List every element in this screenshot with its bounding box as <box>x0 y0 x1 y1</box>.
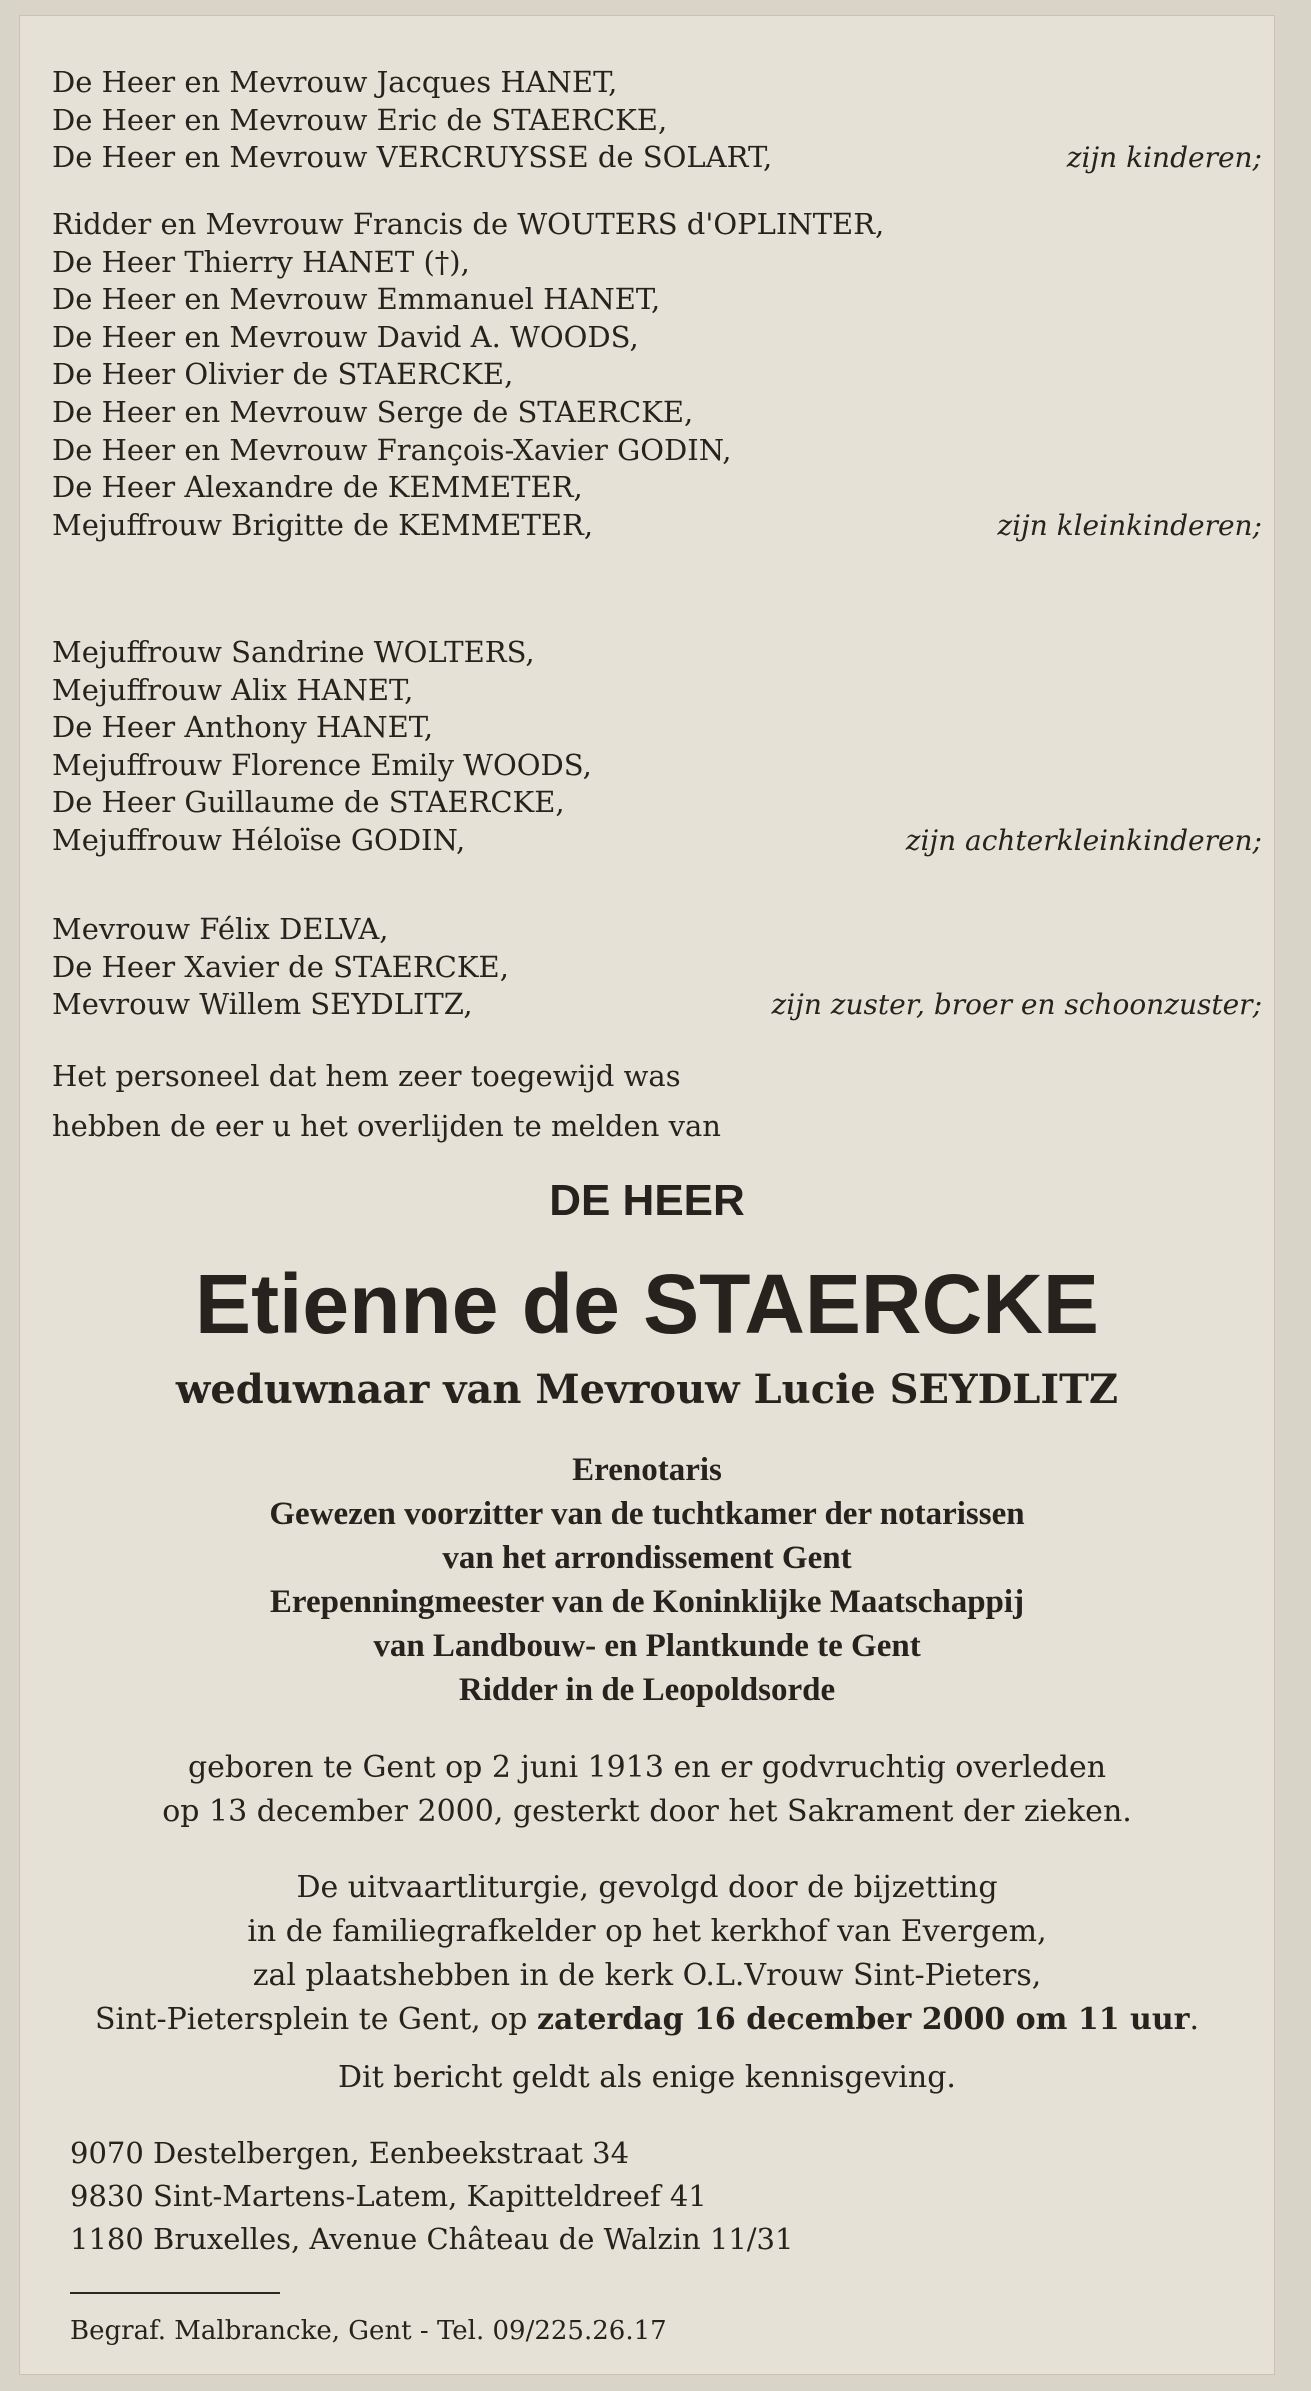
deceased-name: Etienne de STAERCKE <box>195 1257 1099 1351</box>
name-line: De Heer en Mevrouw David A. WOODS, <box>52 319 639 354</box>
name-line: Mevrouw Willem SEYDLITZ, zijn zuster, broer en schoonzuster; <box>52 986 1262 1024</box>
name-line: Mejuffrouw Alix HANET, <box>52 672 414 707</box>
honor-line: Ridder in de Leopoldsorde <box>458 1672 836 1708</box>
birth-death-block <box>20 1746 1274 1834</box>
name-line: Mejuffrouw Sandrine WOLTERS, <box>52 635 535 669</box>
name-line: Mejuffrouw Brigitte de KEMMETER, zijn kleinkinderen; <box>52 507 1262 545</box>
name-line: De Heer Xavier de STAERCKE, <box>52 949 509 984</box>
funeral-line: zal plaatshebben in de kerk O.L.Vrouw Sint-Pieters, <box>252 1958 1042 1993</box>
footer-credit: Begraf. Malbrancke, Gent - Tel. 09/225.26.17 <box>70 2316 667 2346</box>
role-label: zijn kleinkinderen; <box>997 508 1262 542</box>
name-line: De Heer en Mevrouw Serge de STAERCKE, <box>52 394 694 429</box>
address-line: 1180 Bruxelles, Avenue Château de Walzin 11/31 <box>70 2222 794 2256</box>
siblings-group <box>52 911 1262 1024</box>
funeral-date: zaterdag 16 december 2000 om 11 uur <box>537 2002 1190 2037</box>
name-line: De Heer en Mevrouw François-Xavier GODIN, <box>52 432 732 467</box>
birth-death-line: op 13 december 2000, gesterkt door het Sakrament der zieken. <box>162 1794 1132 1829</box>
name-line: De Heer en Mevrouw Jacques HANET, <box>52 65 618 99</box>
footer-rule <box>70 2292 280 2294</box>
birth-death-line: geboren te Gent op 2 juni 1913 en er godvruchtig overleden <box>187 1750 1107 1785</box>
honor-line: Gewezen voorzitter van de tuchtkamer der notarissen <box>269 1496 1025 1532</box>
name-line: Mevrouw Félix DELVA, <box>52 912 389 946</box>
name-line: De Heer Guillaume de STAERCKE, <box>52 785 565 820</box>
name-line: De Heer Alexandre de KEMMETER, <box>52 470 583 505</box>
role-label: zijn zuster, broer en schoonzuster; <box>771 988 1262 1022</box>
honor-line: Erepenningmeester van de Koninklijke Maatschappij <box>269 1584 1025 1620</box>
salutation: DE HEER <box>549 1176 745 1225</box>
funeral-line: De uitvaartliturgie, gevolgd door de bijzetting <box>296 1870 998 1905</box>
notice-line: Dit bericht geldt als enige kennisgeving. <box>338 2060 956 2095</box>
obituary-clipping <box>20 16 1274 2374</box>
grandchildren-group <box>52 206 1262 544</box>
address-line: 9070 Destelbergen, Eenbeekstraat 34 <box>70 2136 630 2170</box>
great-grandchildren-group <box>52 634 1262 860</box>
honors-block <box>20 1448 1274 1712</box>
staff-line: hebben de eer u het overlijden te melden van <box>52 1109 721 1143</box>
honor-line: van het arrondissement Gent <box>442 1540 852 1576</box>
funeral-line: in de familiegrafkelder op het kerkhof van Evergem, <box>247 1914 1047 1949</box>
honor-line: van Landbouw- en Plantkunde te Gent <box>373 1628 921 1664</box>
addresses-block <box>70 2132 793 2261</box>
staff-group <box>52 1051 1262 1151</box>
children-group <box>52 64 1262 177</box>
address-line: 9830 Sint-Martens-Latem, Kapitteldreef 41 <box>70 2179 707 2213</box>
name-line: De Heer Anthony HANET, <box>52 710 434 745</box>
name-line: De Heer Thierry HANET (†), <box>52 244 470 279</box>
honor-line: Erenotaris <box>572 1452 722 1488</box>
funeral-block <box>20 1866 1274 2042</box>
name-line: Mejuffrouw Héloïse GODIN, zijn achterkleinkinderen; <box>52 822 1262 860</box>
widower-line: weduwnaar van Mevrouw Lucie SEYDLITZ <box>175 1366 1119 1413</box>
staff-line: Het personeel dat hem zeer toegewijd was <box>52 1059 681 1093</box>
name-line: De Heer Olivier de STAERCKE, <box>52 357 514 392</box>
name-line: De Heer en Mevrouw Eric de STAERCKE, <box>52 102 668 137</box>
name-line: De Heer en Mevrouw Emmanuel HANET, <box>52 282 661 317</box>
role-label: zijn achterkleinkinderen; <box>905 823 1262 857</box>
name-line: De Heer en Mevrouw VERCRUYSSE de SOLART, zijn kinderen; <box>52 139 1262 177</box>
name-line: Mejuffrouw Florence Emily WOODS, <box>52 747 592 782</box>
funeral-date-line: Sint-Pietersplein te Gent, op zaterdag 16 december 2000 om 11 uur. <box>94 2002 1200 2037</box>
role-label: zijn kinderen; <box>1066 141 1262 175</box>
name-line: Ridder en Mevrouw Francis de WOUTERS d'OPLINTER, <box>52 207 885 241</box>
